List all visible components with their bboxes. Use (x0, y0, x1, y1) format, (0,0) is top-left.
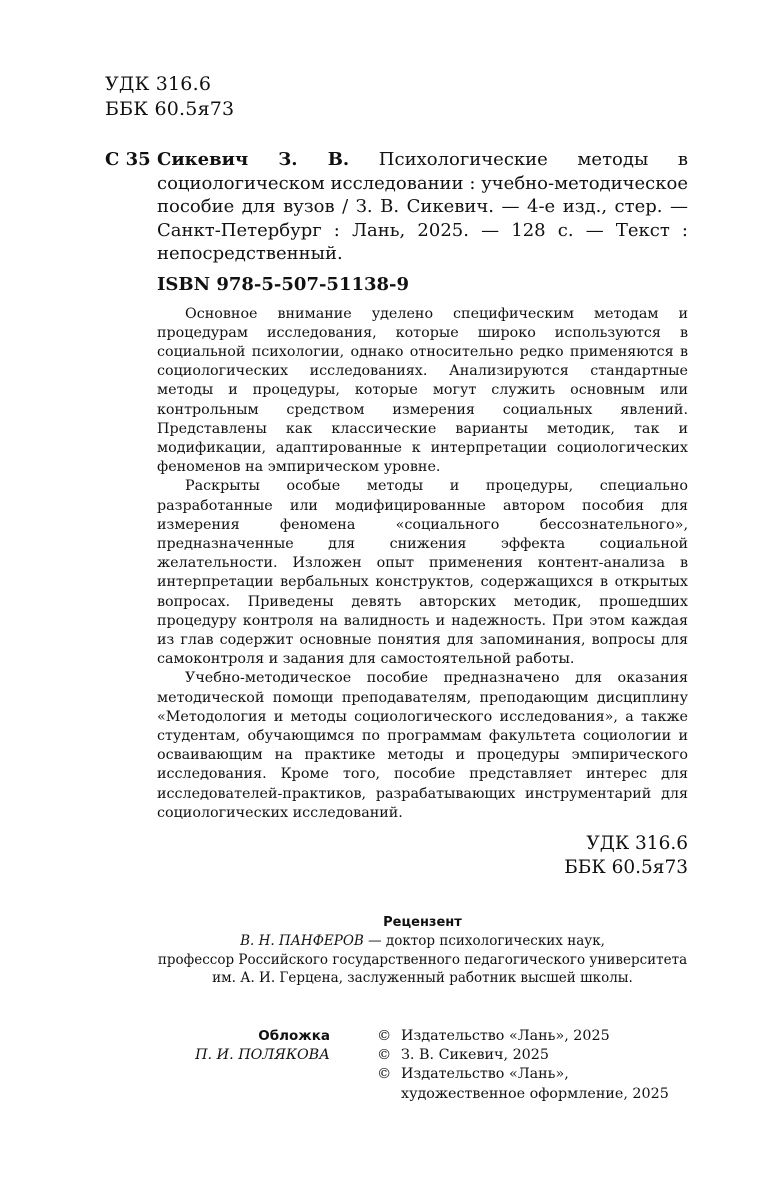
copyright-symbol: © (377, 1047, 392, 1064)
reviewer-title: — доктор психологических наук, (363, 933, 605, 950)
copyright-text: З. В. Сикевич, 2025 (401, 1047, 549, 1064)
bibliographic-page (105, 72, 688, 987)
cover-label: Обложка (258, 1028, 330, 1044)
copyright-line (377, 1065, 697, 1084)
bbk-code-bottom: ББК 60.5я73 (564, 856, 688, 878)
copyright-symbol: © (377, 1066, 392, 1083)
entry-description (157, 148, 688, 266)
cover-credit (105, 1027, 330, 1065)
annotation-paragraph: Учебно-методическое пособие предназначено для оказания методической помощи преподавателям, преподающим дисциплину «Методология и методы социологического исследования», а также студентам, обучающимся по программам факультета социологии и осваивающим на практике методы и процедуры эмпирического исследования. Кроме того, пособие представляет интерес для исследователей-практиков, разрабатывающих инструментарий для социологических исследований. (157, 670, 688, 821)
copyright-symbol: © (377, 1028, 392, 1044)
reviewer-block (157, 914, 688, 987)
reviewer-name: В. Н. ПАНФЕРОВ (240, 933, 364, 950)
isbn: ISBN 978-5-507-51138-9 (157, 273, 410, 295)
annotation-paragraph: Основное внимание уделено специфическим методам и процедурам исследования, которые широко используются в социальной психологии, однако относительно редко применяются в социологических исследованиях. Анализируются стандартные методы и процедуры, которые могут служить основным или контрольным средством измерения социальных явлений. Представлены как классические варианты методик, так и модификации, адаптированные к интерпретации социологических феноменов на эмпирическом уровне. (157, 305, 688, 476)
annotation (157, 305, 688, 823)
annotation-paragraph: Раскрыты особые методы и процедуры, специально разработанные или модифицированные автором пособия для измерения феномена «социального бессознательного», предназначенные для снижения эффекта социальной желательности. Изложен опыт применения контент-анализа в интерпретации вербальных конструктов, содержащихся в открытых вопросах. Приведены девять авторских методик, прошедших процедуру контроля на валидность и надежность. При этом каждая из глав содержит основные понятия для запоминания, вопросы для самоконтроля и задания для самостоятельной работы. (157, 478, 688, 668)
copyright-line (377, 1046, 697, 1065)
entry-text: Психологические методы в социологическом исследовании : учебно-методическое пособие для вузов / З. В. Сикевич. — 4-е изд., стер. — Санкт-Петербург : Лань, 2025. — 128 с. — Текст : непосредственный. (157, 149, 689, 264)
reviewer-line-1 (157, 932, 688, 950)
cover-designer: П. И. ПОЛЯКОВА (195, 1047, 330, 1064)
reviewer-line-2: профессор Российского государственного педагогического университета (157, 951, 688, 968)
copyright-block (377, 1027, 697, 1104)
reviewer-line-3: им. А. И. Герцена, заслуженный работник высшей школы. (212, 969, 633, 986)
author-mark: С 35 (105, 149, 151, 170)
copyright-continuation: художественное оформление, 2025 (401, 1085, 669, 1102)
classification-bottom (105, 832, 688, 880)
udk-code: УДК 316.6 (105, 73, 212, 95)
classification-top (105, 72, 688, 122)
bbk-code: ББК 60.5я73 (105, 98, 235, 120)
reviewer-heading: Рецензент (383, 914, 462, 930)
bibliographic-entry (105, 148, 688, 266)
copyright-text: Издательство «Лань», (401, 1066, 569, 1083)
copyright-line (377, 1027, 697, 1046)
copyright-text: Издательство «Лань», 2025 (401, 1028, 610, 1044)
entry-author: Сикевич З. В. (157, 149, 350, 170)
udk-code-bottom: УДК 316.6 (586, 832, 688, 854)
